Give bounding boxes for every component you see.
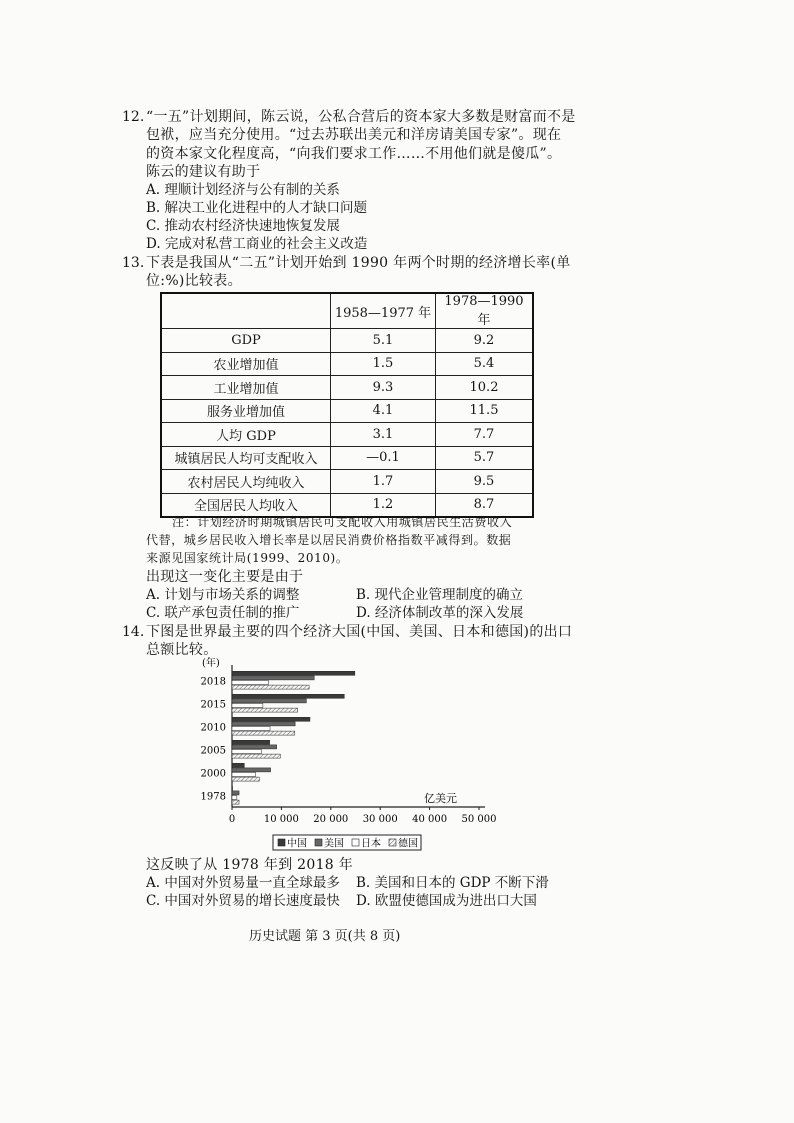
table-cell: 农村居民人均纯收入	[161, 470, 331, 494]
bar-中国-2005	[232, 740, 270, 744]
legend-label-德国: 德国	[398, 838, 418, 850]
bar-中国-1978	[232, 786, 233, 790]
legend-swatch-中国	[278, 839, 285, 846]
bar-美国-2010	[232, 722, 295, 726]
y-tick-label: 2000	[200, 768, 226, 780]
bar-德国-2010	[232, 731, 295, 735]
legend-swatch-美国	[315, 839, 322, 846]
question-number: 12.	[122, 109, 145, 125]
x-tick-label: 40 000	[412, 814, 448, 825]
question-text-line: 下图是世界最主要的四个经济大国(中国、美国、日本和德国)的出口	[146, 624, 573, 640]
bar-美国-2015	[232, 699, 306, 703]
y-tick-label: 1978	[200, 791, 226, 803]
table-row	[161, 329, 533, 353]
legend-label-日本: 日本	[361, 838, 381, 850]
question-number: 14.	[122, 624, 145, 640]
table-row	[161, 376, 533, 400]
question-text-line: 包袱，应当充分使用。“过去苏联出美元和洋房请美国专家”。现在	[146, 127, 562, 143]
bar-日本-2018	[232, 681, 268, 685]
question-text-line: 的资本家文化程度高，“向我们要求工作……不用他们就是傻瓜”。	[146, 146, 562, 162]
table-cell: 3.1	[331, 423, 436, 447]
question-text-line: 位:%)比较表。	[146, 273, 242, 289]
table-cell: 工业增加值	[161, 376, 331, 400]
table-row	[161, 470, 533, 494]
option-b: B. 美国和日本的 GDP 不断下滑	[356, 875, 549, 891]
bar-中国-2018	[232, 671, 355, 675]
table-cell: —0.1	[331, 446, 436, 470]
table-note-line: 注：计划经济时期城镇居民可支配收入用城镇居民生活费收入	[172, 515, 513, 529]
option-a: A. 中国对外贸易量一直全球最多	[146, 875, 340, 891]
y-tick-label: 2010	[200, 722, 226, 734]
bar-美国-2018	[232, 676, 314, 680]
option-b: B. 解决工业化进程中的人才缺口问题	[146, 200, 368, 216]
option-d: D. 经济体制改革的深入发展	[356, 605, 524, 621]
table-cell: 人均 GDP	[161, 423, 331, 447]
table-cell: 10.2	[436, 376, 534, 400]
option-a: A. 计划与市场关系的调整	[146, 587, 300, 603]
table-row	[161, 423, 533, 447]
x-tick-label: 10 000	[263, 814, 299, 825]
table-note-line: 代替，城乡居民收入增长率是以居民消费价格指数平减得到。数据	[146, 533, 512, 547]
bar-日本-2005	[232, 750, 261, 754]
table-cell: 7.7	[436, 423, 534, 447]
x-axis-title: 亿美元	[424, 792, 457, 805]
table-cell: 服务业增加值	[161, 399, 331, 423]
table-header-row	[161, 293, 533, 329]
bar-日本-2010	[232, 727, 270, 731]
option-a: A. 理顺计划经济与公有制的关系	[146, 182, 340, 198]
question-number: 13.	[122, 255, 145, 271]
table-cell: 1.7	[331, 470, 436, 494]
question-stem: 出现这一变化主要是由于	[146, 569, 304, 585]
question-text-line: 陈云的建议有助于	[146, 164, 261, 180]
table-cell: 1.2	[331, 493, 436, 517]
table-cell: 4.1	[331, 399, 436, 423]
option-d: D. 欧盟使德国成为进出口大国	[356, 893, 537, 909]
legend-swatch-日本	[352, 839, 359, 846]
legend-swatch-德国	[389, 839, 396, 846]
option-c: C. 中国对外贸易的增长速度最快	[146, 893, 340, 909]
y-tick-label: 2015	[200, 699, 226, 711]
option-b: B. 现代企业管理制度的确立	[356, 587, 524, 603]
table-cell: 9.3	[331, 376, 436, 400]
table-header-cell	[161, 293, 331, 329]
table-note-line: 来源见国家统计局(1999、2010)。	[146, 551, 349, 565]
table-header-cell: 1978—1990 年	[436, 293, 534, 329]
question-text-line: 总额比较。	[146, 642, 218, 658]
bar-美国-2000	[232, 768, 271, 772]
legend-label-中国: 中国	[287, 838, 307, 850]
x-tick-label: 50 000	[461, 814, 497, 825]
bar-德国-2018	[232, 685, 309, 689]
table-header-cell: 1958—1977 年	[331, 293, 436, 329]
question-stem: 这反映了从 1978 年到 2018 年	[146, 857, 354, 873]
bar-德国-2015	[232, 708, 298, 712]
table-cell: 农业增加值	[161, 352, 331, 376]
table-cell: 5.1	[331, 329, 436, 353]
page-footer: 历史试题 第 3 页(共 8 页)	[249, 929, 401, 944]
question-text-line: “一五”计划期间，陈云说，公私合营后的资本家大多数是财富而不是	[146, 109, 576, 125]
bar-美国-1978	[232, 791, 239, 795]
legend-label-美国: 美国	[324, 838, 344, 850]
bar-德国-2000	[232, 777, 259, 781]
table-cell: GDP	[161, 329, 331, 353]
table-cell: 8.7	[436, 493, 534, 517]
bar-日本-1978	[232, 796, 237, 800]
bar-日本-2015	[232, 704, 263, 708]
table-row	[161, 352, 533, 376]
table-row	[161, 446, 533, 470]
bar-德国-2005	[232, 754, 280, 758]
bar-日本-2000	[232, 773, 256, 777]
bar-中国-2010	[232, 717, 310, 721]
table-cell: 全国居民人均收入	[161, 493, 331, 517]
x-tick-label: 20 000	[313, 814, 349, 825]
table-cell: 9.2	[436, 329, 534, 353]
bar-德国-1978	[232, 800, 239, 804]
table-cell: 9.5	[436, 470, 534, 494]
table-cell: 5.7	[436, 446, 534, 470]
bar-美国-2005	[232, 745, 277, 749]
question-text-line: 下表是我国从“二五”计划开始到 1990 年两个时期的经济增长率(单	[146, 255, 571, 271]
bar-中国-2000	[232, 763, 244, 767]
x-tick-label: 0	[228, 814, 236, 825]
option-c: C. 推动农村经济快速地恢复发展	[146, 218, 340, 234]
option-c: C. 联产承包责任制的推广	[146, 605, 300, 621]
table-row	[161, 399, 533, 423]
bar-中国-2015	[232, 694, 344, 698]
y-axis-title: (年)	[202, 658, 220, 669]
y-tick-label: 2018	[200, 676, 226, 688]
table-cell: 1.5	[331, 352, 436, 376]
x-tick-label: 30 000	[362, 814, 398, 825]
growth-rate-table	[160, 292, 534, 518]
table-cell: 城镇居民人均可支配收入	[161, 446, 331, 470]
option-d: D. 完成对私营工商业的社会主义改造	[146, 236, 368, 252]
table-cell: 11.5	[436, 399, 534, 423]
table-cell: 5.4	[436, 352, 534, 376]
export-bar-chart	[180, 655, 500, 855]
y-tick-label: 2005	[200, 745, 226, 757]
